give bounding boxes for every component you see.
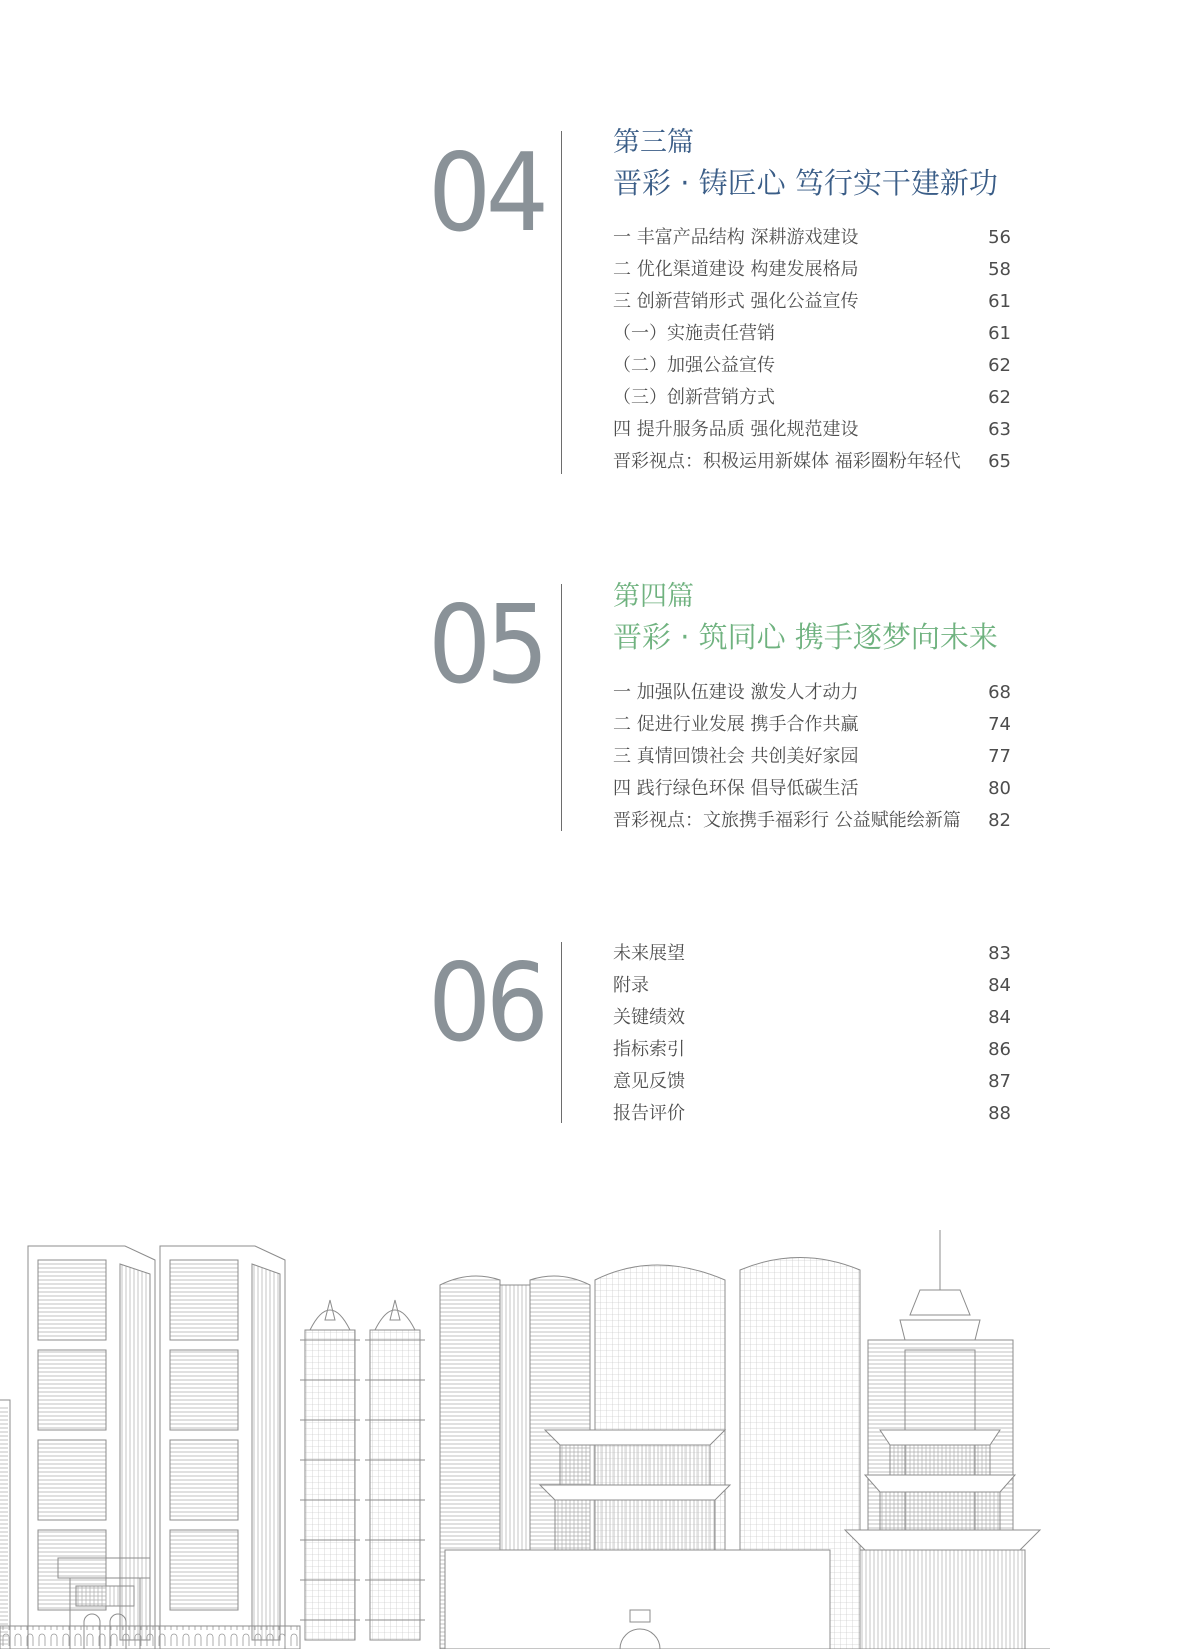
toc-entry[interactable] [613,254,1011,286]
toc-entry[interactable] [613,773,1011,805]
toc-entry-page: 84 [988,1007,1011,1028]
toc-entry-page: 87 [988,1071,1011,1092]
part-title: 晋彩 · 铸匠心 笃行实干建新功 [613,166,998,200]
toc-entry[interactable] [613,805,1011,837]
toc-list [613,222,1011,478]
toc-entry[interactable] [613,286,1011,318]
divider-line [561,584,562,831]
toc-entry-label: 三 创新营销形式 强化公益宣传 [613,291,859,312]
toc-entry[interactable] [613,709,1011,741]
toc-entry-page: 62 [988,387,1011,408]
toc-list [613,677,1011,837]
toc-entry[interactable] [613,1066,1011,1098]
toc-entry[interactable] [613,382,1011,414]
toc-entry[interactable] [613,741,1011,773]
toc-entry-label: 关键绩效 [613,1007,685,1028]
toc-entry-label: 附录 [613,975,649,996]
toc-entry[interactable] [613,938,1011,970]
toc-entry-label: 报告评价 [613,1103,685,1124]
toc-entry-page: 63 [988,419,1011,440]
toc-entry-page: 62 [988,355,1011,376]
toc-entry-label: 三 真情回馈社会 共创美好家园 [613,746,859,767]
toc-entry-page: 61 [988,291,1011,312]
toc-entry[interactable] [613,318,1011,350]
twin-pagodas [300,1300,425,1640]
toc-entry-page: 83 [988,943,1011,964]
divider-line [561,942,562,1123]
toc-entry-page: 68 [988,682,1011,703]
toc-entry-label: 四 践行绿色环保 倡导低碳生活 [613,778,859,799]
toc-entry-label: 未来展望 [613,943,685,964]
toc-entry-page: 74 [988,714,1011,735]
toc-entry[interactable] [613,350,1011,382]
toc-entry-label: 一 加强队伍建设 激发人才动力 [613,682,859,703]
divider-line [561,131,562,474]
toc-entry[interactable] [613,1034,1011,1066]
toc-entry-page: 77 [988,746,1011,767]
toc-entry-page: 58 [988,259,1011,280]
toc-entry-label: （一）实施责任营销 [613,323,775,344]
toc-entry-label: 四 提升服务品质 强化规范建设 [613,419,859,440]
toc-entry-label: 一 丰富产品结构 深耕游戏建设 [613,227,859,248]
toc-entry-label: （三）创新营销方式 [613,387,775,408]
toc-entry[interactable] [613,446,1011,478]
toc-entry-label: 意见反馈 [613,1071,685,1092]
section-number: 04 [428,131,544,256]
toc-entry[interactable] [613,1098,1011,1130]
toc-entry-label: 二 促进行业发展 携手合作共赢 [613,714,859,735]
section-number: 05 [428,583,544,708]
toc-entry-page: 88 [988,1103,1011,1124]
city-skyline-illustration [0,1230,1191,1649]
section-heading [613,578,998,658]
toc-entry[interactable] [613,414,1011,446]
toc-entry-label: 指标索引 [613,1039,685,1060]
toc-entry-page: 61 [988,323,1011,344]
toc-entry-label: 二 优化渠道建设 构建发展格局 [613,259,859,280]
part-label: 第三篇 [613,127,694,158]
section-number: 06 [428,941,544,1066]
toc-entry-page: 86 [988,1039,1011,1060]
toc-list [613,938,1011,1130]
part-label: 第四篇 [613,581,694,612]
toc-entry-page: 84 [988,975,1011,996]
toc-entry-label: 晋彩视点：文旅携手福彩行 公益赋能绘新篇 [613,810,961,831]
twin-towers [28,1246,285,1649]
toc-entry-page: 80 [988,778,1011,799]
toc-entry-page: 82 [988,810,1011,831]
toc-entry[interactable] [613,970,1011,1002]
toc-entry[interactable] [613,677,1011,709]
toc-entry-page: 56 [988,227,1011,248]
toc-entry-label: 晋彩视点：积极运用新媒体 福彩圈粉年轻代 [613,451,961,472]
toc-entry[interactable] [613,222,1011,254]
toc-entry[interactable] [613,1002,1011,1034]
toc-entry-label: （二）加强公益宣传 [613,355,775,376]
part-title: 晋彩 · 筑同心 携手逐梦向未来 [613,620,998,654]
section-heading [613,124,998,204]
toc-entry-page: 65 [988,451,1011,472]
